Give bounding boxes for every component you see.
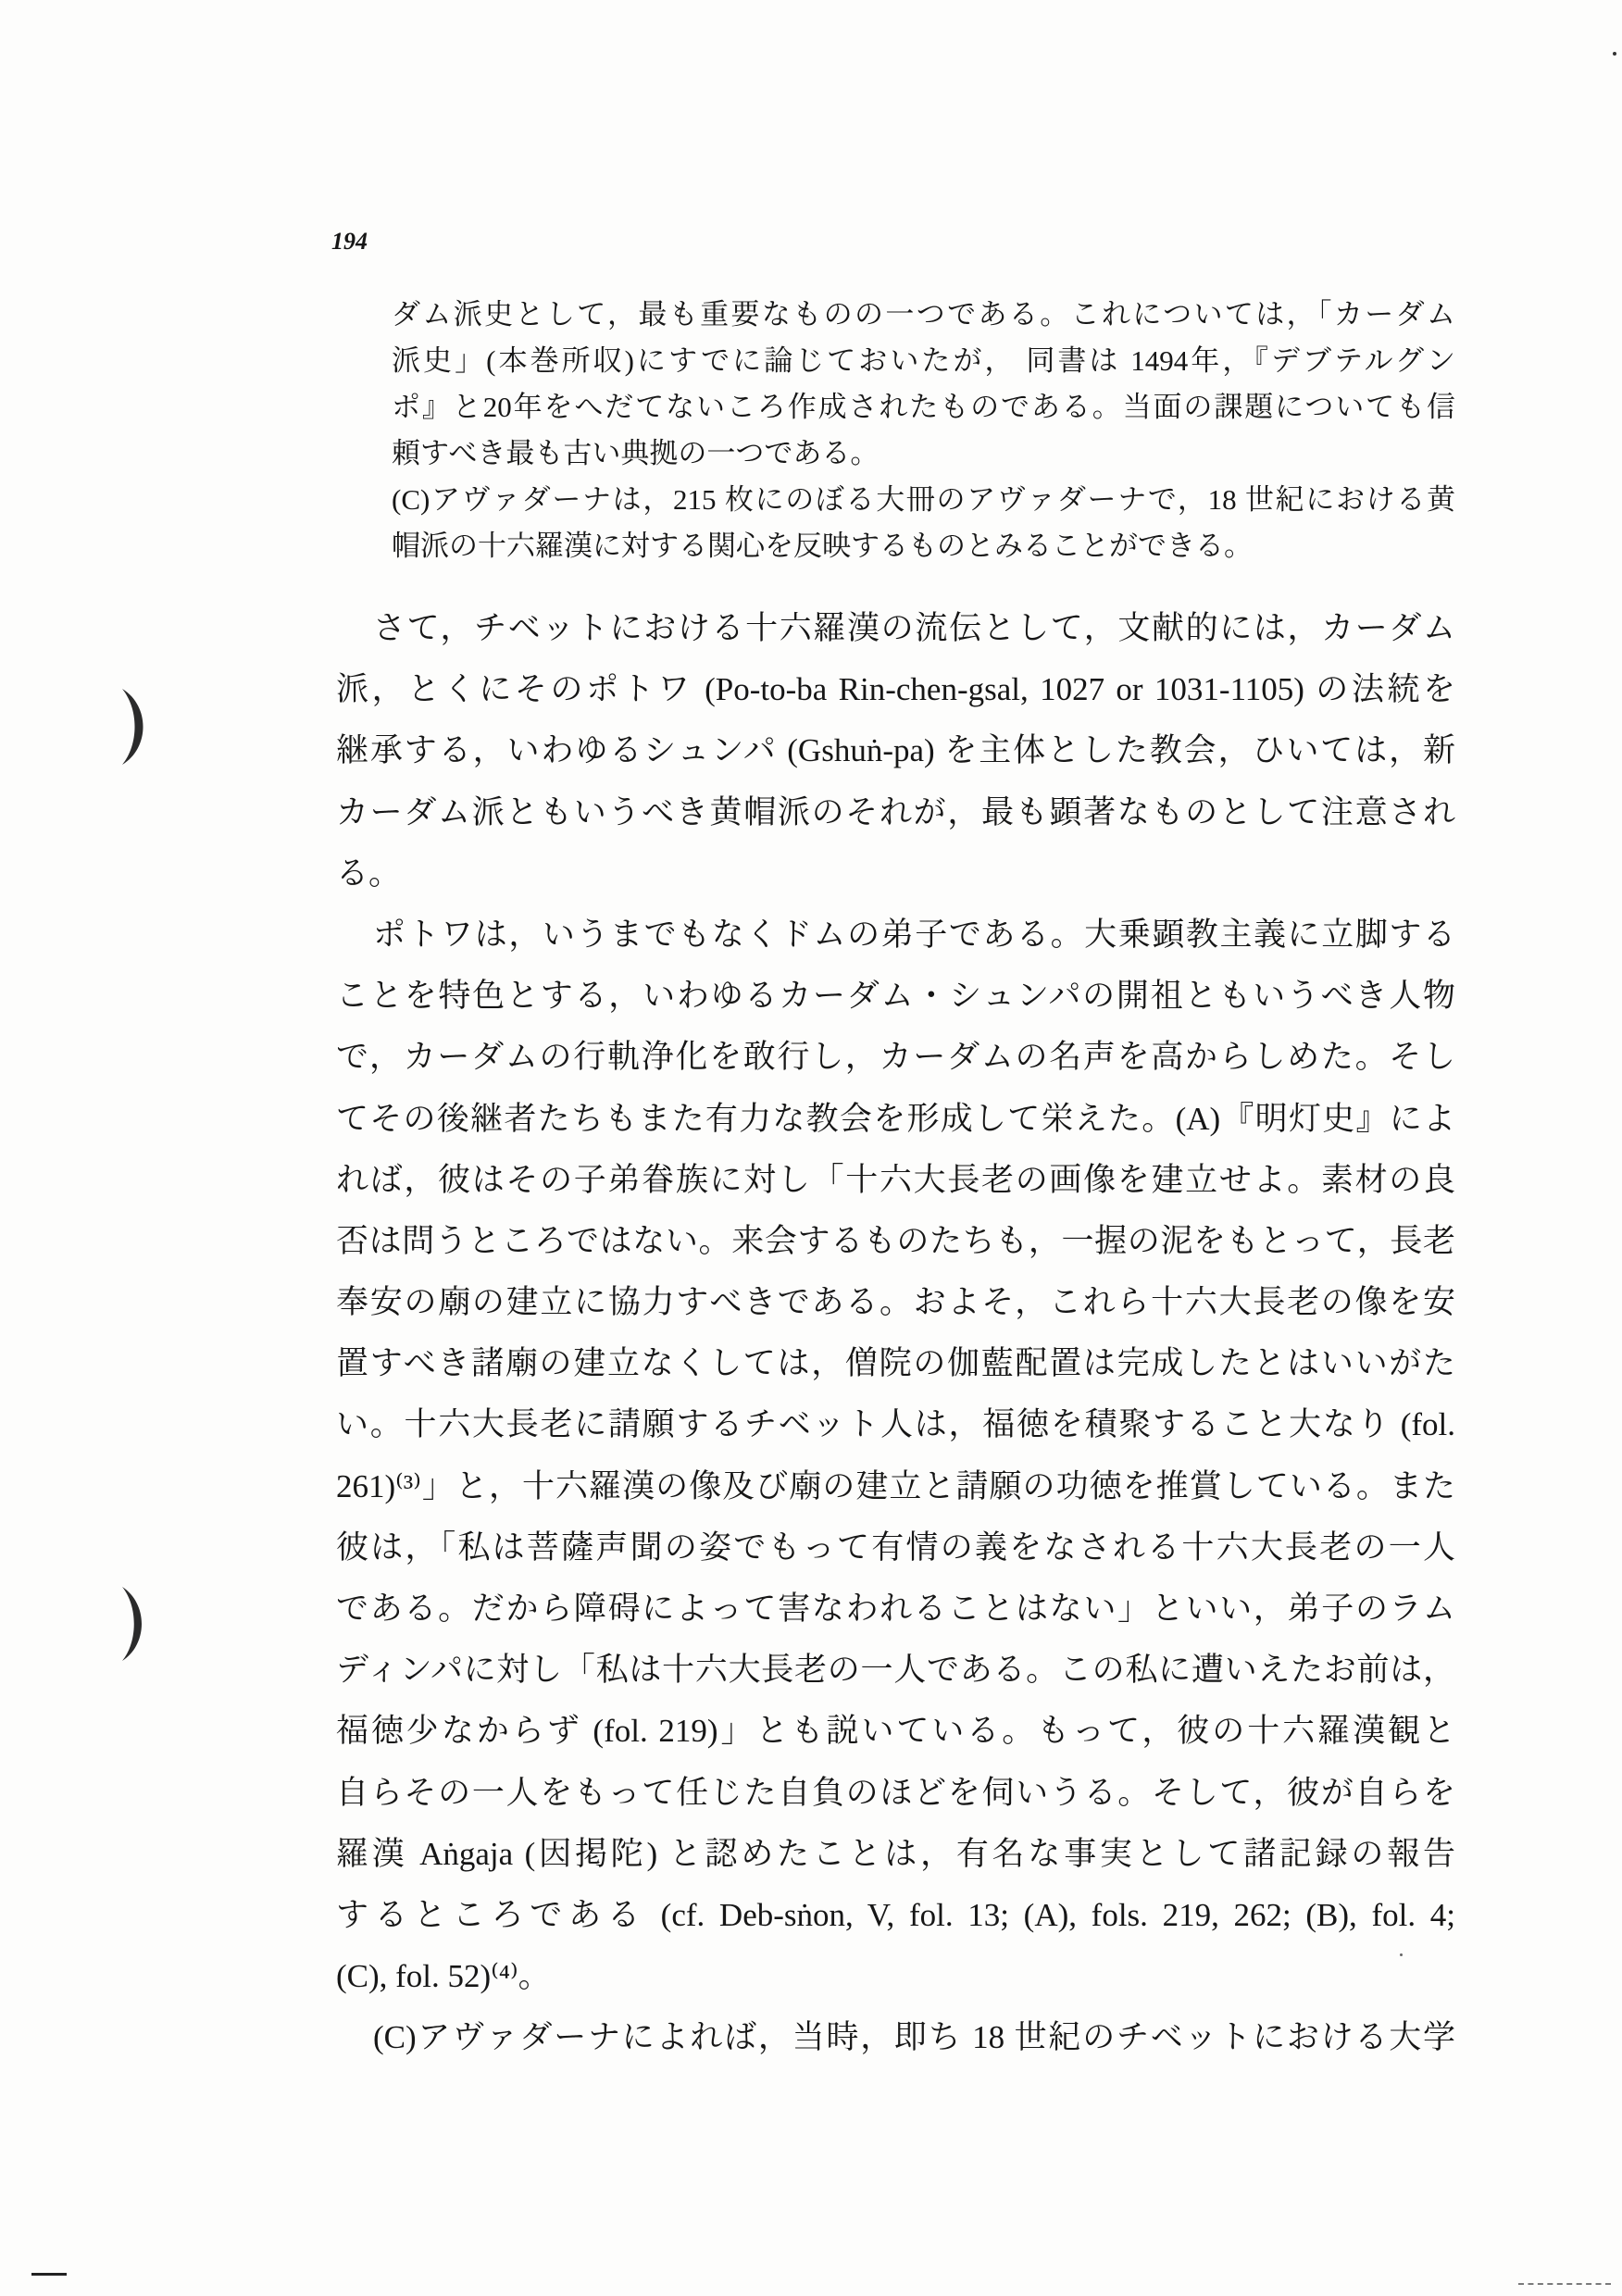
body-line: 奉安の廟の建立に協力すべきである。およそ，これら十六大長老の像を安 <box>336 1284 1455 1321</box>
paragraph <box>336 2007 1455 2068</box>
binding-shadow-mark <box>117 1585 154 1663</box>
body-line: る。 <box>336 855 402 892</box>
note-line: 帽派の十六羅漢に対する関心を反映するものとみることができる。 <box>392 530 1253 562</box>
body-line: 置すべき諸廟の建立なくしては，僧院の伽藍配置は完成したとはいいがた <box>336 1345 1455 1382</box>
body-line: するところである (cf. Deb-sṅon, V, fol. 13; (A), fols. 219, 262; (B), fol. 4; <box>336 1896 1455 1933</box>
body-line: (C)アヴァダーナによれば，当時，即ち 18 世紀のチベットにおける大学 <box>373 2019 1455 2056</box>
body-line: さて，チベットにおける十六羅漢の流伝として，文献的には，カーダム <box>373 610 1455 646</box>
body-line: てその後継者たちもまた有力な教会を形成して栄えた。(A)『明灯史』によ <box>336 1100 1455 1137</box>
body-line: である。だから障碍によって害なわれることはない」といい，弟子のラム <box>336 1591 1455 1627</box>
note-line: ポ』と20年をへだてないころ作成されたものである。当面の課題についても信 <box>392 391 1455 423</box>
note-line: 頼すべき最も古い典拠の一つである。 <box>392 437 880 469</box>
body-line: (C), fol. 52)⁽⁴⁾。 <box>336 1958 551 1995</box>
body-line: カーダム派ともいうべき黄帽派のそれが，最も顕著なものとして注意され <box>336 793 1455 830</box>
scan-edge-line <box>31 2273 67 2276</box>
scan-speck <box>1400 1953 1403 1956</box>
main-text <box>336 598 1455 2069</box>
body-line: ことを特色とする，いわゆるカーダム・シュンパの開祖ともいうべき人物 <box>336 978 1455 1015</box>
note-line: (C)アヴァダーナは，215 枚にのぼる大冊のアヴァダーナで，18 世紀における黄 <box>392 483 1455 516</box>
body-line: 自らその一人をもって任じた自負のほどを伺いうる。そして，彼が自らを <box>336 1774 1455 1811</box>
body-line: 否は問うところではない。来会するものたちも，一握の泥をもとって，長老 <box>336 1222 1455 1259</box>
body-line: ポトワは，いうまでもなくドムの弟子である。大乗顕教主義に立脚する <box>373 916 1455 953</box>
body-line: で，カーダムの行軌浄化を敢行し，カーダムの名声を高からしめた。そし <box>336 1039 1455 1076</box>
body-line: れば，彼はその子弟眷族に対し「十六大長老の画像を建立せよ。素材の良 <box>336 1161 1455 1198</box>
scan-speck <box>1613 52 1616 56</box>
paragraph <box>336 905 1455 2007</box>
note-line: ダム派史として，最も重要なものの一つである。これについては，「カーダム <box>392 298 1455 331</box>
body-line: 福徳少なからず (fol. 219)」とも説いている。もって，彼の十六羅漢観と <box>336 1713 1455 1750</box>
body-line: 派，とくにそのポトワ (Po-to-ba Rin-chen-gsal, 1027 or 1031-1105) の法統を <box>336 671 1455 708</box>
paragraph <box>336 598 1455 905</box>
body-line: ディンパに対し「私は十六大長老の一人である。この私に遭いえたお前は， <box>336 1652 1455 1689</box>
page-number: 194 <box>331 228 368 255</box>
note-line: 派史」(本巻所収)にすでに論じておいたが， 同書は 1494年，『デブテルグン <box>392 344 1455 377</box>
scan-edge-line <box>1518 2283 1611 2285</box>
note-block <box>392 292 1455 569</box>
body-line: 羅漢 Aṅgaja (因掲陀) と認めたことは，有名な事実として諸記録の報告 <box>336 1835 1455 1872</box>
body-line: 261)⁽³⁾」と，十六羅漢の像及び廟の建立と請願の功徳を推賞している。また <box>336 1467 1455 1504</box>
binding-shadow-mark <box>117 687 154 767</box>
body-line: 継承する，いわゆるシュンパ (Gshuṅ-pa) を主体とした教会，ひいては，新 <box>336 732 1455 769</box>
body-line: い。十六大長老に請願するチベット人は，福徳を積聚すること大なり (fol. <box>336 1406 1455 1443</box>
body-line: 彼は，「私は菩薩声聞の姿でもって有情の義をなされる十六大長老の一人 <box>336 1529 1455 1566</box>
